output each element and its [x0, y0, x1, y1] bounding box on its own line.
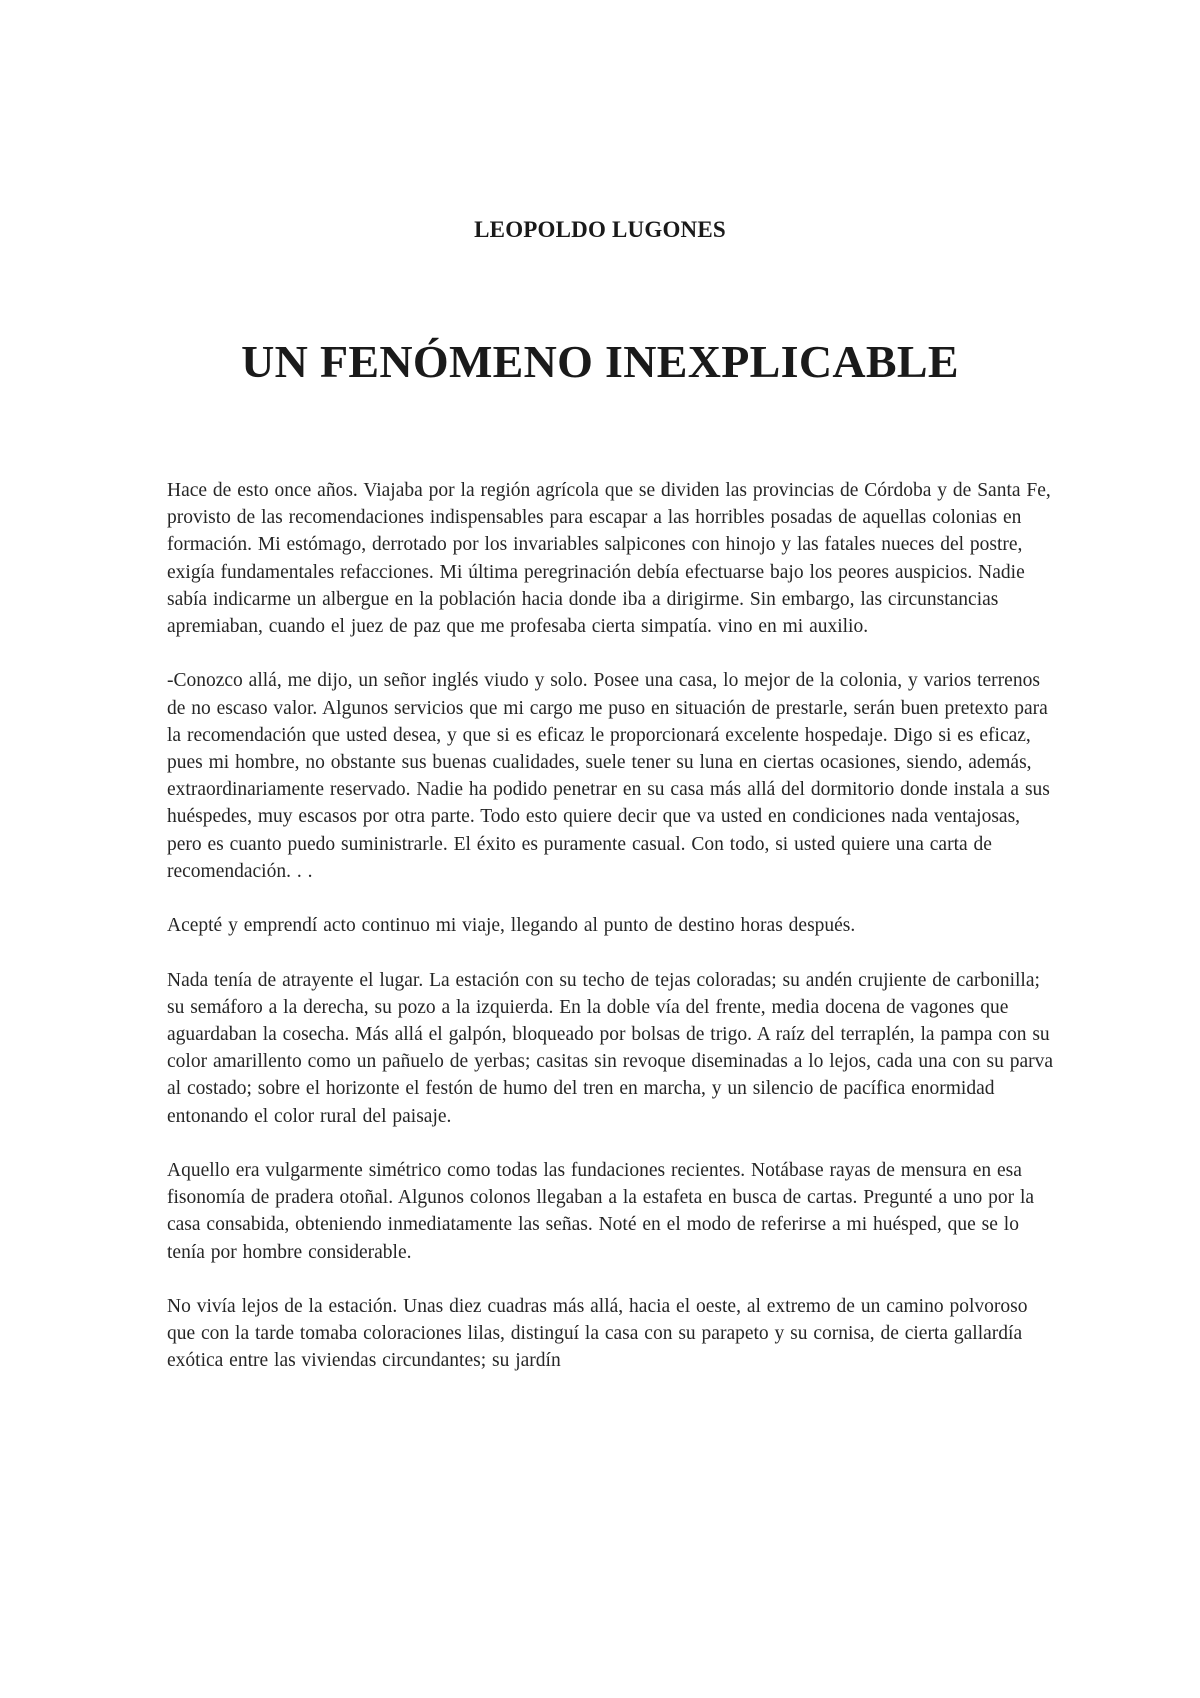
body-text [167, 477, 1057, 1402]
paragraph: Hace de esto once años. Viajaba por la región agrícola que se dividen las provincias de Córdoba y de Santa Fe, provisto de las recomendaciones indispensables para escapar a las horribles posadas de aquellas colonias en formación. Mi estómago, derrotado por los invariables salpicones con hinojo y las fatales nueces del postre, exigía fundamentales refacciones. Mi última peregrinación debía efectuarse bajo los peores auspicios. Nadie sabía indicarme un albergue en la población hacia donde iba a dirigirme. Sin embargo, las circunstancias apremiaban, cuando el juez de paz que me profesaba cierta simpatía. vino en mi auxilio. [167, 480, 1051, 638]
paragraph: Nada tenía de atrayente el lugar. La estación con su techo de tejas coloradas; su andén crujiente de carbonilla; su semáforo a la derecha, su pozo a la izquierda. En la doble vía del frente, media docena de vagones que aguardaban la cosecha. Más allá el galpón, bloqueado por bolsas de trigo. A raíz del terraplén, la pampa con su color amarillento como un pañuelo de yerbas; casitas sin revoque diseminadas a lo lejos, cada una con su parva al costado; sobre el horizonte el festón de humo del tren en marcha, y un silencio de pacífica enormidad entonando el color rural del paisaje. [167, 969, 1054, 1127]
paragraph: Aquello era vulgarmente simétrico como todas las fundaciones recientes. Notábase rayas de mensura en esa fisonomía de pradera otoñal. Algunos colonos llegaban a la estafeta en busca de cartas. Pregunté a uno por la casa consabida, obteniendo inmediatamente las señas. Noté en el modo de referirse a mi huésped, que se lo tenía por hombre considerable. [167, 1160, 1035, 1263]
author-name: LEOPOLDO LUGONES [474, 217, 726, 242]
paragraph: No vivía lejos de la estación. Unas diez cuadras más allá, hacia el oeste, al extremo de un camino polvoroso que con la tarde tomaba coloraciones lilas, distinguí la casa con su parapeto y su cornisa, de cierta gallardía exótica entre las viviendas circundantes; su jardín [167, 1296, 1028, 1372]
document-title: UN FENÓMENO INEXPLICABLE [241, 336, 959, 387]
paragraph: Acepté y emprendí acto continuo mi viaje, llegando al punto de destino horas después. [167, 915, 856, 937]
paragraph: -Conozco allá, me dijo, un señor inglés viudo y solo. Posee una casa, lo mejor de la colonia, y varios terrenos de no escaso valor. Algunos servicios que mi cargo me puso en situación de prestarle, serán buen pretexto para la recomendación que usted desea, y que si es eficaz le proporcionará excelente hospedaje. Digo si es eficaz, pues mi hombre, no obstante sus buenas cualidades, suele tener su luna en ciertas ocasiones, siendo, además, extraordinariamente reservado. Nadie ha podido penetrar en su casa más allá del dormitorio donde instala a sus huéspedes, muy escasos por otra parte. Todo esto quiere decir que va usted en condiciones nada ventajosas, pero es cuanto puedo suministrarle. El éxito es puramente casual. Con todo, si usted quiere una carta de recomendación. . . [167, 670, 1050, 882]
